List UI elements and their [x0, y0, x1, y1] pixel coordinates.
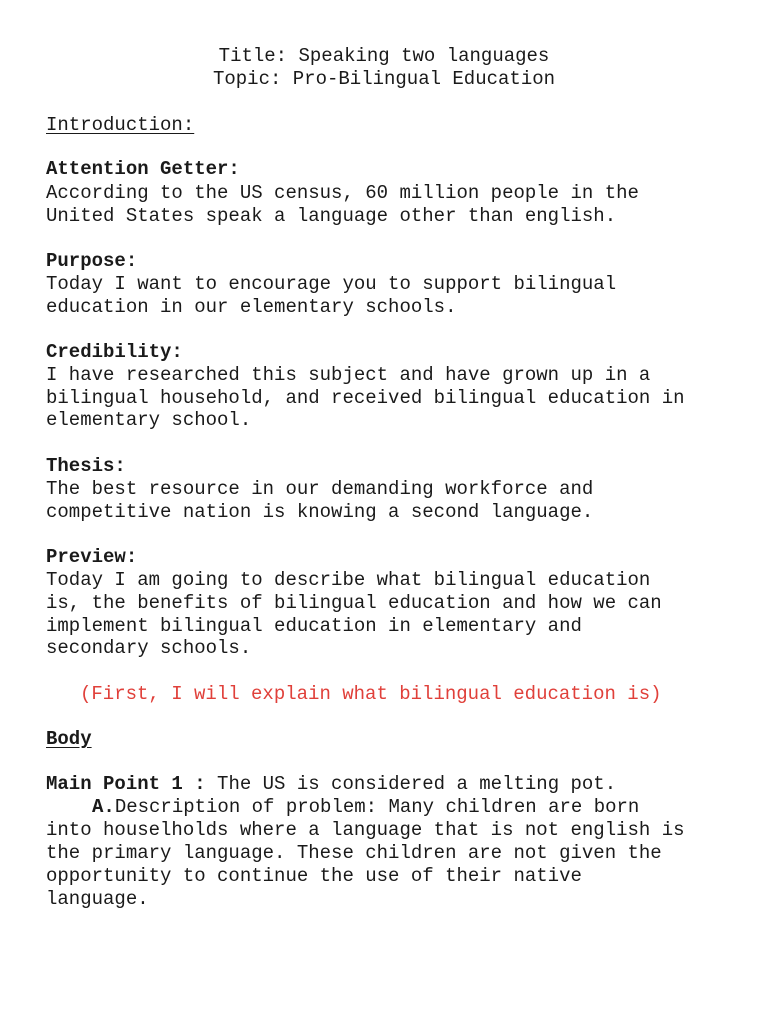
sub-point-a-marker: A.: [92, 796, 115, 818]
purpose-label: Purpose:: [46, 250, 138, 272]
main-point-1: [46, 773, 616, 796]
doc-topic: Topic: Pro-Bilingual Education: [212, 68, 556, 90]
body-heading: Body: [46, 728, 92, 750]
attention-getter-line: United States speak a language other than english.: [46, 205, 617, 227]
introduction-heading: Introduction:: [46, 114, 195, 136]
attention-getter-label: Attention Getter:: [46, 158, 240, 180]
thesis-line: competitive nation is knowing a second language.: [46, 501, 594, 523]
sub-point-a-line: the primary language. These children are not given the: [46, 842, 662, 864]
doc-title: Title: Speaking two languages: [218, 45, 550, 67]
credibility-line: I have researched this subject and have grown up in a: [46, 364, 651, 386]
main-point-1-text: The US is considered a melting pot.: [205, 773, 617, 795]
sub-point-a-line: into houselholds where a language that is not english is: [46, 819, 685, 841]
preview-label: Preview:: [46, 546, 138, 568]
main-point-1-label: Main Point 1 :: [46, 773, 206, 795]
credibility-line: bilingual household, and received bilingual education in: [46, 387, 685, 409]
preview-line: secondary schools.: [46, 637, 252, 659]
purpose-line: education in our elementary schools.: [46, 296, 457, 318]
credibility-line: elementary school.: [46, 409, 252, 431]
purpose-line: Today I want to encourage you to support bilingual: [46, 273, 617, 295]
sub-point-a: [92, 796, 639, 819]
thesis-line: The best resource in our demanding workforce and: [46, 478, 594, 500]
sub-point-a-line: language.: [46, 888, 149, 910]
transition-statement: (First, I will explain what bilingual education is): [80, 683, 662, 705]
sub-point-a-first-line: Description of problem: Many children are born: [114, 796, 640, 818]
sub-point-a-line: opportunity to continue the use of their native: [46, 865, 582, 887]
attention-getter-line: According to the US census, 60 million people in the: [46, 182, 639, 204]
preview-line: Today I am going to describe what bilingual education: [46, 569, 651, 591]
credibility-label: Credibility:: [46, 341, 183, 363]
thesis-label: Thesis:: [46, 455, 126, 477]
preview-line: is, the benefits of bilingual education and how we can: [46, 592, 662, 614]
preview-line: implement bilingual education in elementary and: [46, 615, 582, 637]
